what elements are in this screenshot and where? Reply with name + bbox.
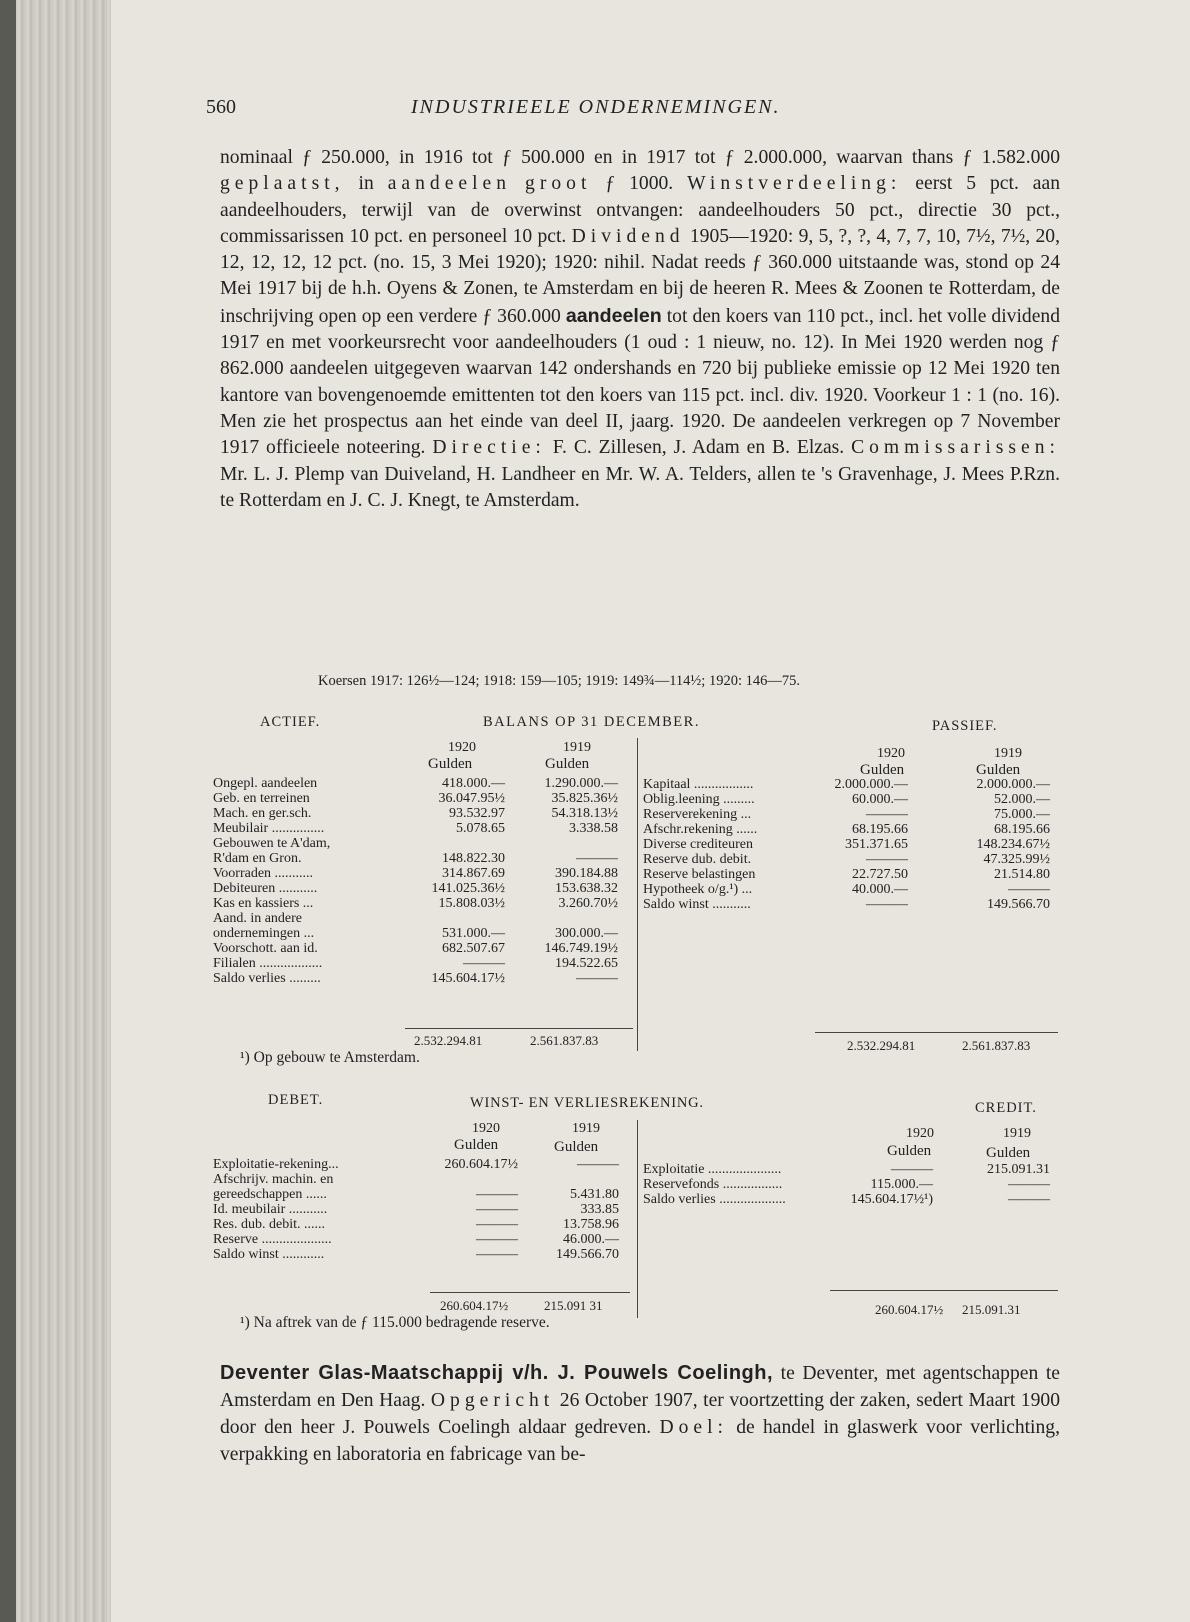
passief-unit-1919: Gulden: [976, 762, 1021, 778]
row-value-1919: ———: [576, 971, 618, 986]
table-row: [213, 926, 630, 941]
actief-total-1919: 2.561.837.83: [530, 1033, 599, 1048]
text-segment: nominaal ƒ 250.000, in 1916 tot ƒ 500.000 en in 1917 tot ƒ 2.000.000, waarvan thans ƒ 1.582.000: [220, 147, 1060, 168]
debet-table: [213, 1157, 625, 1262]
row-label: Id. meubilair ...........: [213, 1202, 328, 1217]
row-label: Kas en kassiers ...: [213, 896, 314, 911]
actief-total-rule: [405, 1028, 633, 1029]
row-label: Aand. in andere: [213, 911, 303, 926]
debet-label: DEBET.: [268, 1092, 324, 1108]
debet-unit-1920: Gulden: [454, 1137, 499, 1153]
credit-table: [643, 1162, 1058, 1207]
row-label: Afschr.rekening ......: [643, 822, 758, 837]
row-value-1919: 149.566.70: [556, 1247, 619, 1262]
row-value-1920: 2.000.000.—: [834, 777, 908, 792]
text-segment: in: [358, 173, 374, 195]
page-number: 560: [206, 96, 236, 118]
stock-prices-line: Koersen 1917: 126½—124; 1918: 159—105; 1919: 149¾—114½; 1920: 146—75.: [318, 673, 800, 689]
passief-total-rule: [815, 1032, 1058, 1033]
debet-total-1920: 260.604.17½: [440, 1298, 509, 1313]
table-row: [643, 1177, 1058, 1192]
table-row: [213, 941, 630, 956]
credit-total-1919: 215.091.31: [962, 1302, 1021, 1317]
row-value-1920: 36.047.95½: [438, 791, 505, 806]
row-label: Reserve ....................: [213, 1232, 332, 1247]
debet-total-1919: 215.091 31: [544, 1298, 603, 1313]
text-segment: ƒ 1000.: [605, 173, 674, 195]
table-row: [213, 1172, 625, 1187]
row-label: Mach. en ger.sch.: [213, 806, 312, 821]
row-label: Saldo verlies .........: [213, 971, 321, 986]
running-title: INDUSTRIEELE ONDERNEMINGEN.: [411, 96, 781, 118]
row-value-1920: 115.000.—: [870, 1177, 933, 1192]
row-label: Saldo verlies ...................: [643, 1192, 786, 1207]
row-value-1919: 75.000.—: [994, 807, 1050, 822]
table-row: [643, 837, 1058, 852]
row-value-1919: 3.260.70½: [558, 896, 618, 911]
text-segment: eerst 5 pct. aan aandeelhouders, terwijl van de overwinst ontvangen: aandeelhouders 50 pct., directie 30 pct., commissarissen 10 pct. en personeel 10 pct.: [220, 173, 1060, 247]
table-row: [213, 866, 630, 881]
row-label: Voorschott. aan id.: [213, 941, 318, 956]
row-label: Reserverekening ...: [643, 807, 752, 822]
table-row: [213, 1217, 625, 1232]
company-description: [220, 145, 1060, 514]
row-value-1920: 351.371.65: [845, 837, 908, 852]
passief-total-1920: 2.532.294.81: [847, 1038, 916, 1053]
row-label: Hypotheek o/g.¹) ...: [643, 882, 753, 897]
profit-loss-divider: [637, 1120, 638, 1318]
row-label: Voorraden ...........: [213, 866, 314, 881]
credit-year-1919: 1919: [1003, 1126, 1031, 1141]
row-label: Saldo winst ...........: [643, 897, 751, 912]
credit-unit-1920: Gulden: [887, 1143, 932, 1159]
text-segment: 1905—1920: 9, 5, ?, ?, 4, 7, 7, 10, 7½, 7½, 20, 12, 12, 12, 12 pct. (no. 15, 3 Mei 1920); 1920: nihil. Nadat reeds ƒ 360.000 uitstaande was, stond op 24 Mei 1917 bij de h.h. Oyens & Zonen, te Amsterdam en bij de heeren R. Mees & Zoonen te Rotterdam, de inschrijving open op een verdere ƒ 360.000: [220, 225, 1061, 327]
row-value-1920: ———: [866, 852, 908, 867]
row-value-1920: ———: [476, 1217, 518, 1232]
row-value-1920: 682.507.67: [442, 941, 505, 956]
row-label: Filialen ..................: [213, 956, 323, 971]
debet-unit-1919: Gulden: [554, 1139, 599, 1155]
row-value-1920: ———: [476, 1202, 518, 1217]
text-segment: tot den koers van 110 pct., incl. het volle dividend 1917 en met voorkeursrecht voor aandeelhouders (1 oud : 1 nieuw, no. 12). In Mei 1920 werden nog ƒ 862.000 aandeelen uitgegeven waarvan 142 ondershands en 720 bij publieke emissie op 12 Mei 1920 ten kantore van bovengenoemde emittenten tot den koers van 115 pct. incl. div. 1920. Voorkeur 1 : 1 (no. 16). Men zie het prospectus aan het einde van deel II, jaarg. 1920. De aandeelen verkregen op 7 November 1917 officieele noteering.: [220, 305, 1061, 459]
book-binding-edge: [16, 0, 111, 1622]
row-value-1920: ———: [866, 807, 908, 822]
profit-loss-title: WINST- EN VERLIESREKENING.: [470, 1095, 704, 1111]
credit-total-rule: [830, 1290, 1058, 1291]
description-paragraph: [220, 145, 1060, 514]
credit-year-1920: 1920: [906, 1126, 934, 1141]
row-label: Meubilair ...............: [213, 821, 325, 836]
bold-term: aandeelen: [565, 304, 662, 327]
table-row: [213, 851, 630, 866]
row-value-1919: ———: [1008, 882, 1050, 897]
actief-unit-1920: Gulden: [428, 756, 473, 772]
row-value-1920: 40.000.—: [852, 882, 908, 897]
actief-table: [213, 776, 630, 986]
passief-total-1919: 2.561.837.83: [962, 1038, 1031, 1053]
spaced-term: Directie:: [432, 437, 546, 459]
table-row: [643, 807, 1058, 822]
row-value-1920: 145.604.17½: [431, 971, 505, 986]
debet-total-rule: [430, 1292, 630, 1293]
row-label: Kapitaal .................: [643, 777, 754, 792]
table-row: [213, 1232, 625, 1247]
row-value-1920: 260.604.17½: [444, 1157, 518, 1172]
row-label: Diverse crediteuren: [643, 837, 753, 852]
table-row: [213, 821, 630, 836]
actief-year-1920: 1920: [448, 740, 476, 755]
row-value-1919: ———: [1008, 1177, 1050, 1192]
row-value-1920: 68.195.66: [852, 822, 908, 837]
table-row: [643, 777, 1058, 792]
row-value-1920: 93.532.97: [449, 806, 505, 821]
table-row: [643, 897, 1058, 912]
row-value-1920: ———: [476, 1247, 518, 1262]
spaced-term: Doel:: [659, 1417, 728, 1438]
row-value-1919: 1.290.000.—: [544, 776, 618, 791]
row-value-1920: 314.867.69: [442, 866, 505, 881]
balance-footnote: ¹) Op gebouw te Amsterdam.: [240, 1049, 420, 1066]
row-value-1920: 60.000.—: [852, 792, 908, 807]
row-value-1920: ———: [463, 956, 505, 971]
row-value-1919: 2.000.000.—: [976, 777, 1050, 792]
actief-total-1920: 2.532.294.81: [414, 1033, 483, 1048]
row-label: gereedschappen ......: [213, 1187, 327, 1202]
credit-total-1920: 260.604.17½: [875, 1302, 944, 1317]
row-label: Gebouwen te A'dam,: [213, 836, 331, 851]
passief-unit-1920: Gulden: [860, 762, 905, 778]
row-label: Debiteuren ...........: [213, 881, 318, 896]
spaced-term: geplaatst,: [220, 173, 345, 195]
row-label: Geb. en terreinen: [213, 791, 310, 806]
row-value-1920: 145.604.17½¹): [850, 1192, 933, 1207]
table-row: [643, 822, 1058, 837]
row-value-1919: 21.514.80: [994, 867, 1050, 882]
actief-unit-1919: Gulden: [545, 756, 590, 772]
table-row: [643, 1192, 1058, 1207]
row-value-1920: 141.025.36½: [431, 881, 505, 896]
credit-label: CREDIT.: [975, 1100, 1037, 1116]
row-label: ondernemingen ...: [213, 926, 315, 941]
spaced-term: aandeelen: [387, 173, 512, 195]
text-segment: F. C. Zillesen, J. Adam en B. Elzas.: [552, 437, 845, 459]
row-label: Res. dub. debit. ......: [213, 1217, 325, 1232]
row-value-1919: 300.000.—: [555, 926, 618, 941]
table-row: [643, 882, 1058, 897]
row-value-1920: ———: [476, 1232, 518, 1247]
row-value-1919: ———: [576, 851, 618, 866]
row-label: Exploitatie-rekening...: [213, 1157, 339, 1172]
balance-divider: [637, 738, 638, 1051]
table-row: [213, 1157, 625, 1172]
credit-unit-1919: Gulden: [986, 1145, 1031, 1161]
text-segment: 26 October 1907, ter voortzetting der zaken, sedert Maart 1900 door den heer J. Pouwels Coelingh aldaar gedreven.: [220, 1390, 1060, 1438]
row-value-1920: ———: [866, 897, 908, 912]
spaced-term: Commissarissen:: [851, 437, 1060, 459]
row-label: Saldo winst ............: [213, 1247, 325, 1262]
row-label: Reservefonds .................: [643, 1177, 783, 1192]
row-value-1920: 418.000.—: [442, 776, 505, 791]
passief-label: PASSIEF.: [932, 718, 998, 734]
row-value-1919: 153.638.32: [555, 881, 618, 896]
row-value-1919: 333.85: [580, 1202, 619, 1217]
spaced-term: Dividend: [571, 225, 685, 247]
row-value-1919: ———: [577, 1157, 619, 1172]
row-value-1919: 52.000.—: [994, 792, 1050, 807]
passief-table: [643, 777, 1058, 912]
row-value-1919: 54.318.13½: [551, 806, 618, 821]
passief-year-1920: 1920: [877, 746, 905, 761]
row-value-1920: 531.000.—: [442, 926, 505, 941]
table-row: [643, 1162, 1058, 1177]
debet-year-1919: 1919: [572, 1121, 600, 1136]
row-value-1920: 148.822.30: [442, 851, 505, 866]
debet-year-1920: 1920: [472, 1121, 500, 1136]
row-value-1919: 146.749.19½: [544, 941, 618, 956]
row-label: Oblig.leening .........: [643, 792, 755, 807]
row-value-1919: 149.566.70: [987, 897, 1050, 912]
row-value-1919: 46.000.—: [563, 1232, 619, 1247]
balance-title: BALANS OP 31 DECEMBER.: [483, 714, 700, 730]
row-value-1920: 5.078.65: [456, 821, 505, 836]
profit-loss-footnote: ¹) Na aftrek van de ƒ 115.000 bedragende reserve.: [240, 1314, 550, 1331]
row-value-1920: ———: [891, 1162, 933, 1177]
row-value-1919: 68.195.66: [994, 822, 1050, 837]
table-row: [213, 836, 630, 851]
row-value-1919: 390.184.88: [555, 866, 618, 881]
row-label: R'dam en Gron.: [213, 851, 302, 866]
table-row: [213, 1247, 625, 1262]
actief-label: ACTIEF.: [260, 714, 321, 730]
table-row: [643, 792, 1058, 807]
row-value-1920: ———: [476, 1187, 518, 1202]
row-value-1919: 5.431.80: [570, 1187, 619, 1202]
table-row: [213, 806, 630, 821]
table-row: [213, 956, 630, 971]
company-name: Deventer Glas-Maatschappij v/h. J. Pouwels Coelingh,: [220, 1362, 774, 1384]
row-value-1920: 22.727.50: [852, 867, 908, 882]
spaced-term: Winstverdeeling:: [687, 173, 902, 195]
table-row: [213, 896, 630, 911]
row-label: Ongepl. aandeelen: [213, 776, 318, 791]
row-label: Exploitatie .....................: [643, 1162, 782, 1177]
passief-year-1919: 1919: [994, 746, 1022, 761]
table-row: [213, 881, 630, 896]
row-value-1920: 15.808.03½: [438, 896, 505, 911]
row-value-1919: 47.325.99½: [983, 852, 1050, 867]
table-row: [213, 971, 630, 986]
text-segment: Mr. L. J. Plemp van Duiveland, H. Landheer en Mr. W. A. Telders, allen te 's Gravenhage, J. Mees P.Rzn. te Rotterdam en J. C. J. Knegt, te Amsterdam.: [220, 463, 1060, 511]
spaced-term: Opgericht: [430, 1390, 555, 1411]
table-row: [643, 852, 1058, 867]
table-row: [213, 1202, 625, 1217]
row-value-1919: 215.091.31: [987, 1162, 1050, 1177]
table-row: [213, 791, 630, 806]
text-segment: te Deventer, met agentschappen te Amsterdam en Den Haag.: [220, 1363, 1060, 1411]
next-company-entry: [220, 1360, 1060, 1468]
actief-year-1919: 1919: [563, 740, 591, 755]
text-segment: de handel in glaswerk voor verlichting, verpakking en laboratoria en fabricage van be-: [220, 1417, 1060, 1465]
row-label: Reserve belastingen: [643, 867, 756, 882]
spaced-term: groot: [525, 173, 592, 195]
row-value-1919: 194.522.65: [555, 956, 618, 971]
row-value-1919: 13.758.96: [563, 1217, 619, 1232]
table-row: [213, 911, 630, 926]
table-row: [643, 867, 1058, 882]
row-value-1919: 3.338.58: [569, 821, 618, 836]
row-label: Reserve dub. debit.: [643, 852, 752, 867]
table-row: [213, 1187, 625, 1202]
row-value-1919: 35.825.36½: [551, 791, 618, 806]
row-value-1919: ———: [1008, 1192, 1050, 1207]
row-label: Afschrijv. machin. en: [213, 1172, 334, 1187]
row-value-1919: 148.234.67½: [976, 837, 1050, 852]
table-row: [213, 776, 630, 791]
